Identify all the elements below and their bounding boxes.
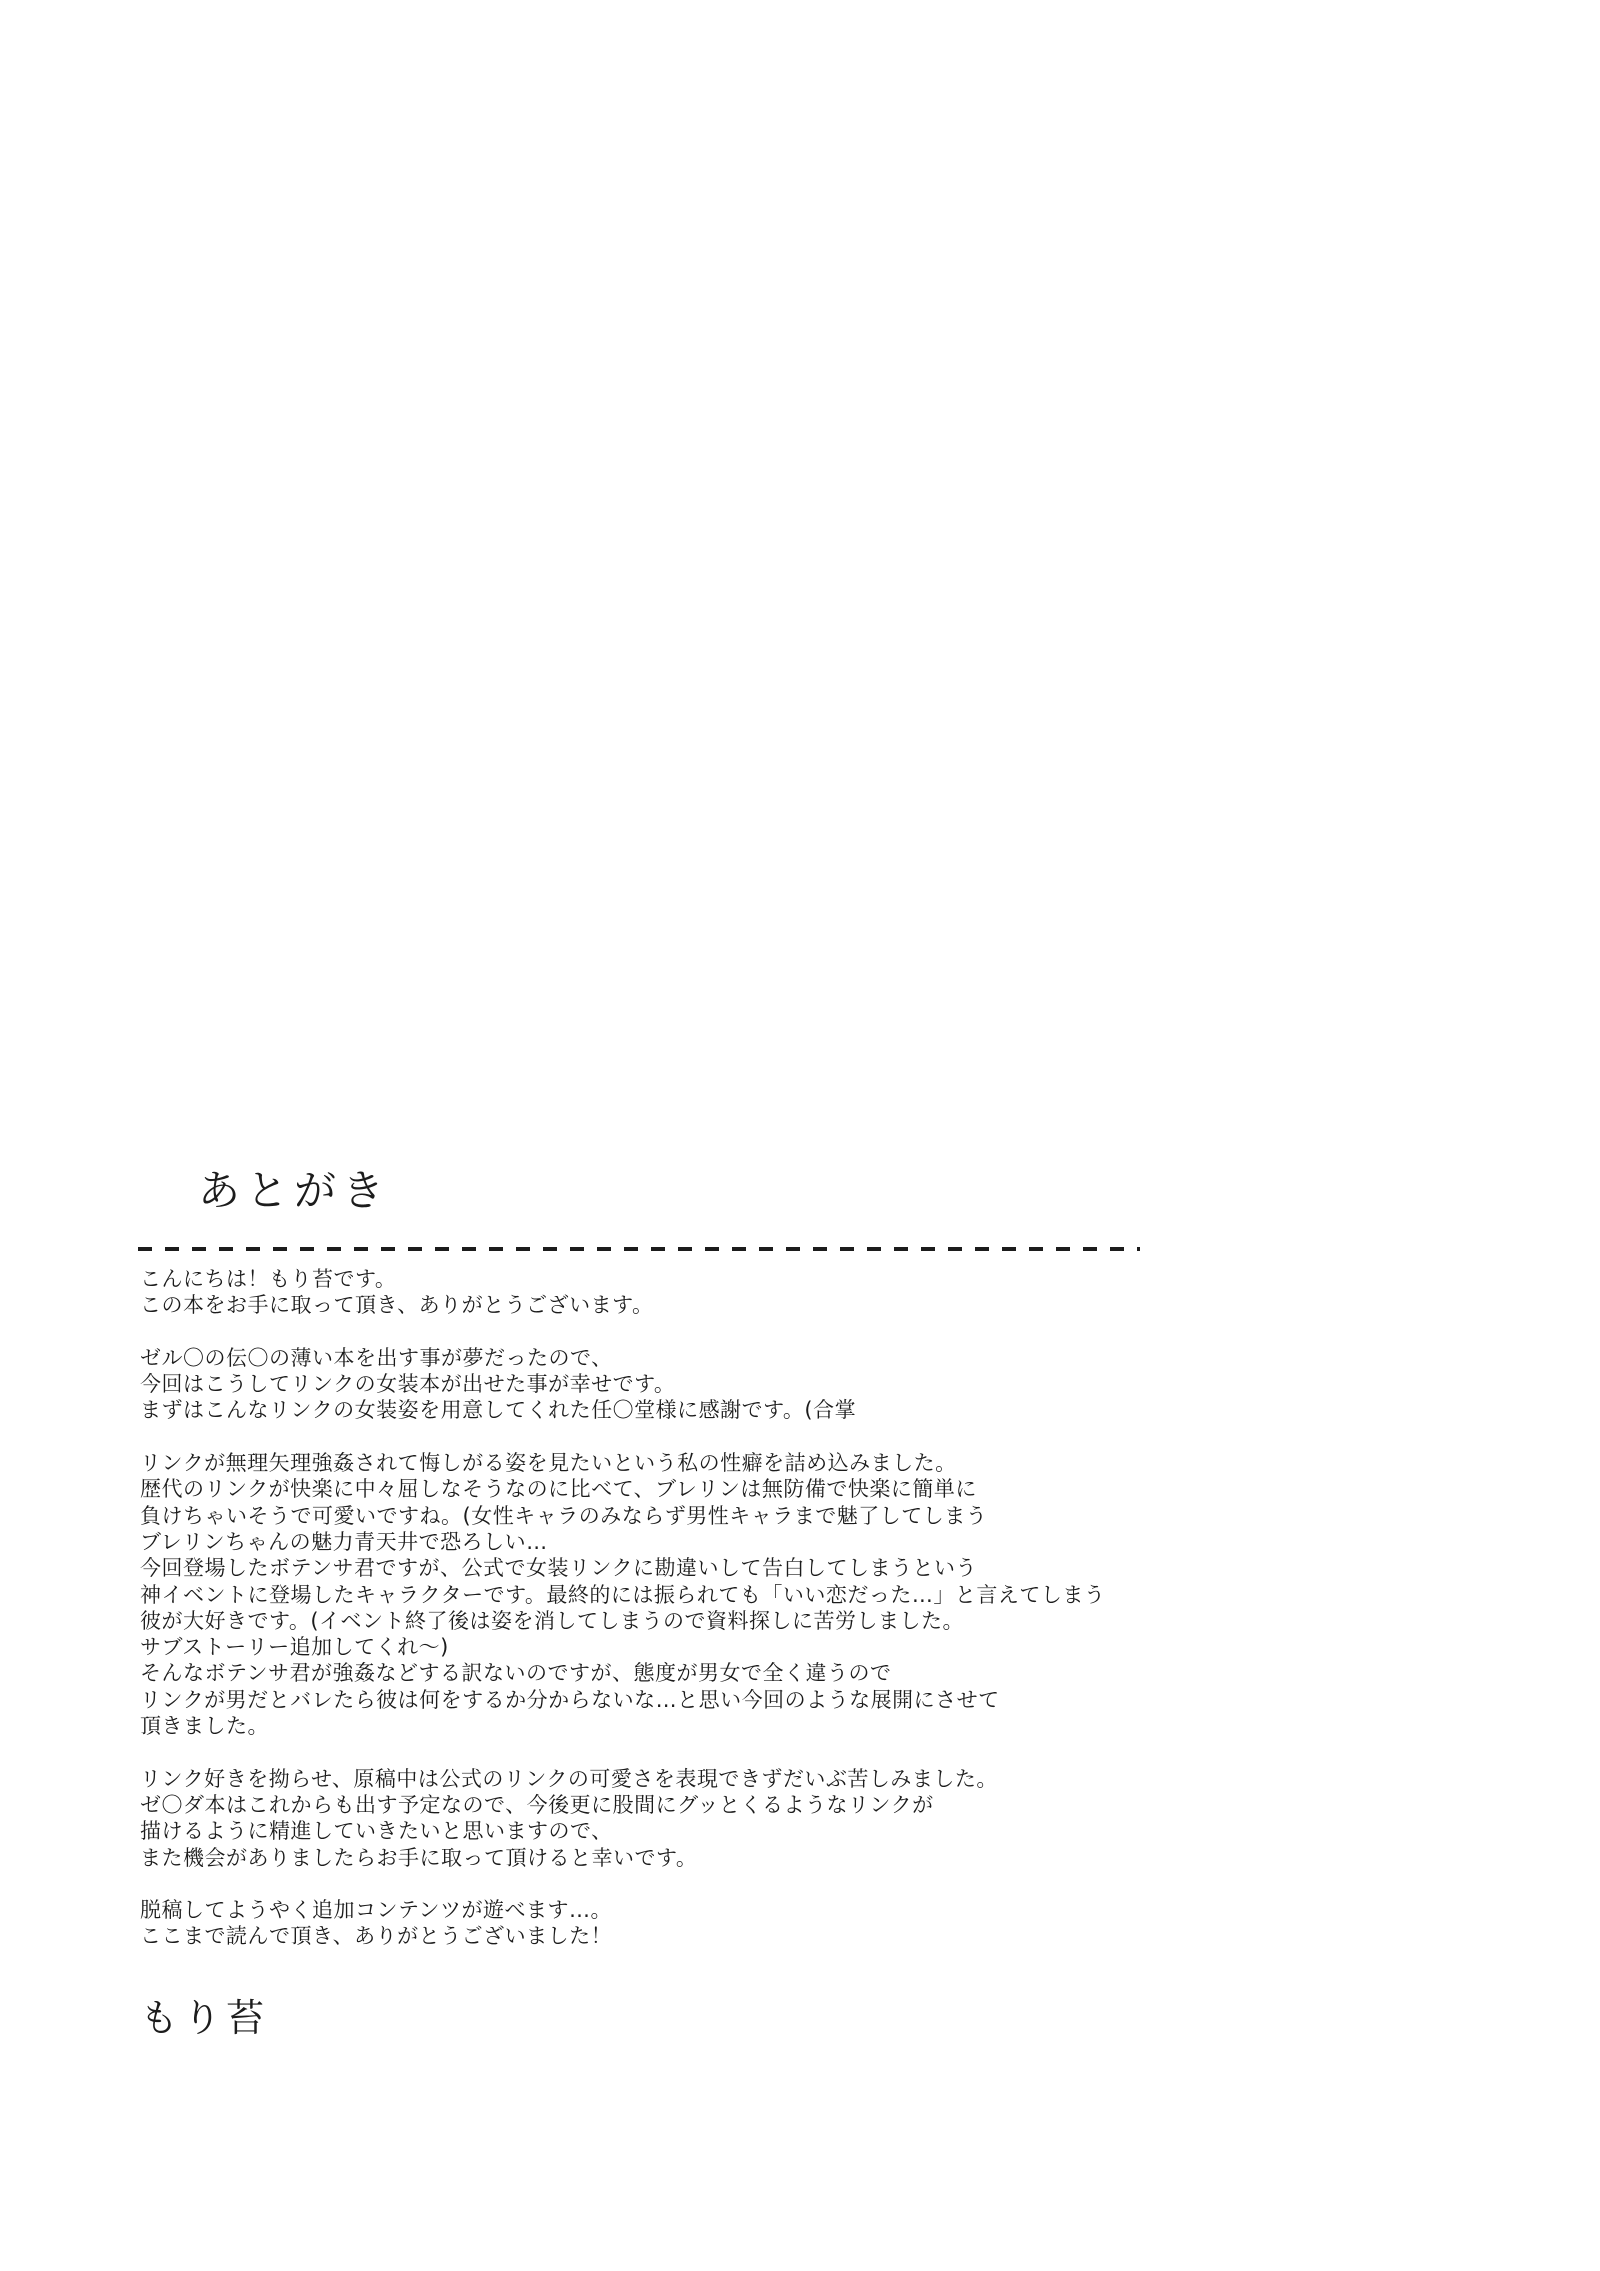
- dashed-divider: [138, 1247, 1140, 1251]
- body-line: こんにちは！もり苔です。: [140, 1267, 397, 1291]
- paragraph-main: [140, 1450, 1320, 1739]
- afterword-body: [140, 1266, 1320, 1976]
- paragraph-greeting: [140, 1266, 1320, 1319]
- body-line: ゼ〇ダ本はこれからも出す予定なので、今後更に股間にグッとくるようなリンクが: [140, 1792, 934, 1817]
- body-line: サブストーリー追加してくれ～): [140, 1635, 449, 1660]
- body-line: 描けるように精進していきたいと思いますので、: [140, 1819, 613, 1844]
- body-line: ブレリンちゃんの魅力青天井で恐ろしい…: [140, 1529, 548, 1554]
- body-line: ゼル〇の伝〇の薄い本を出す事が夢だったので、: [140, 1345, 613, 1370]
- body-line: リンクが無理矢理強姦されて悔しがる姿を見たいという私の性癖を詰め込みました。: [140, 1451, 957, 1476]
- body-line: そんなボテンサ君が強姦などする訳ないのですが、態度が男女で全く違うので: [140, 1661, 892, 1686]
- body-line: また機会がありましたらお手に取って頂けると幸いです。: [140, 1845, 698, 1870]
- body-line: 頂きました。: [140, 1714, 269, 1739]
- author-signature: もり苔: [140, 1996, 270, 2040]
- body-line: 彼が大好きです。(イベント終了後は姿を消してしまうので資料探しに苦労しました。: [140, 1608, 965, 1633]
- body-line: まずはこんなリンクの女装姿を用意してくれた任〇堂様に感謝です。(合掌: [140, 1398, 857, 1423]
- page-title: あとがき: [198, 1166, 391, 1215]
- body-line: リンクが男だとバレたら彼は何をするか分からないな…と思い今回のような展開にさせて: [140, 1687, 1000, 1712]
- paragraph-dream: [140, 1345, 1320, 1424]
- body-line: リンク好きを拗らせ、原稿中は公式のリンクの可愛さを表現できずだいぶ苦しみました。: [140, 1766, 998, 1791]
- body-line: 今回はこうしてリンクの女装本が出せた事が幸せです。: [140, 1372, 676, 1397]
- body-line: ここまで読んで頂き、ありがとうございました！: [140, 1924, 613, 1949]
- paragraph-closing: [140, 1897, 1320, 1950]
- body-line: 脱稿してようやく追加コンテンツが遊べます…。: [140, 1898, 612, 1923]
- paragraph-future: [140, 1766, 1320, 1871]
- body-line: 今回登場したボテンサ君ですが、公式で女装リンクに勘違いして告白してしまうという: [140, 1556, 978, 1581]
- body-line: 神イベントに登場したキャラクターです。最終的には振られても「いい恋だった…」と言えてしまう: [140, 1582, 1106, 1607]
- body-line: 歴代のリンクが快楽に中々屈しなそうなのに比べて、ブレリンは無防備で快楽に簡単に: [140, 1477, 977, 1502]
- body-line: この本をお手に取って頂き、ありがとうございます。: [140, 1293, 654, 1318]
- body-line: 負けちゃいそうで可愛いですね。(女性キャラのみならず男性キャラまで魅了してしまう: [140, 1503, 988, 1528]
